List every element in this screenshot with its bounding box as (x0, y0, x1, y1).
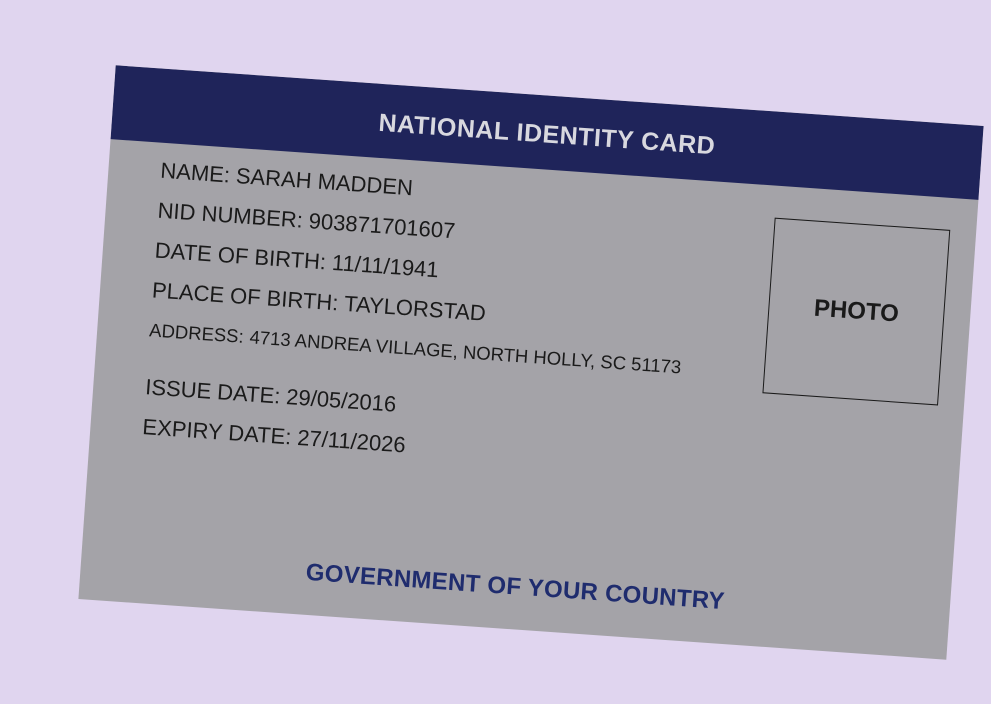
issuer-footer: GOVERNMENT OF YOUR COUNTRY (304, 558, 726, 616)
address-value: 4713 ANDREA VILLAGE, NORTH HOLLY, SC 51173 (248, 326, 682, 378)
card-title: NATIONAL IDENTITY CARD (377, 108, 717, 160)
nid-label: NID NUMBER: (156, 197, 304, 233)
nid-value: 903871701607 (307, 208, 457, 244)
dob-value: 11/11/1941 (331, 249, 440, 283)
issue-date-label: ISSUE DATE: (144, 374, 282, 409)
id-card (78, 65, 983, 659)
name-label: NAME: (159, 157, 231, 188)
photo-placeholder (762, 218, 950, 406)
expiry-date-label: EXPIRY DATE: (141, 414, 293, 450)
issue-date-value: 29/05/2016 (285, 384, 398, 417)
pob-value: TAYLORSTAD (343, 290, 487, 326)
address-label: ADDRESS: (148, 319, 245, 347)
photo-label: PHOTO (813, 294, 900, 328)
card-fields (141, 158, 760, 496)
pob-label: PLACE OF BIRTH: (151, 277, 340, 316)
expiry-date-value: 27/11/2026 (296, 424, 407, 458)
dob-label: DATE OF BIRTH: (154, 237, 327, 275)
name-value: SARAH MADDEN (235, 162, 414, 201)
